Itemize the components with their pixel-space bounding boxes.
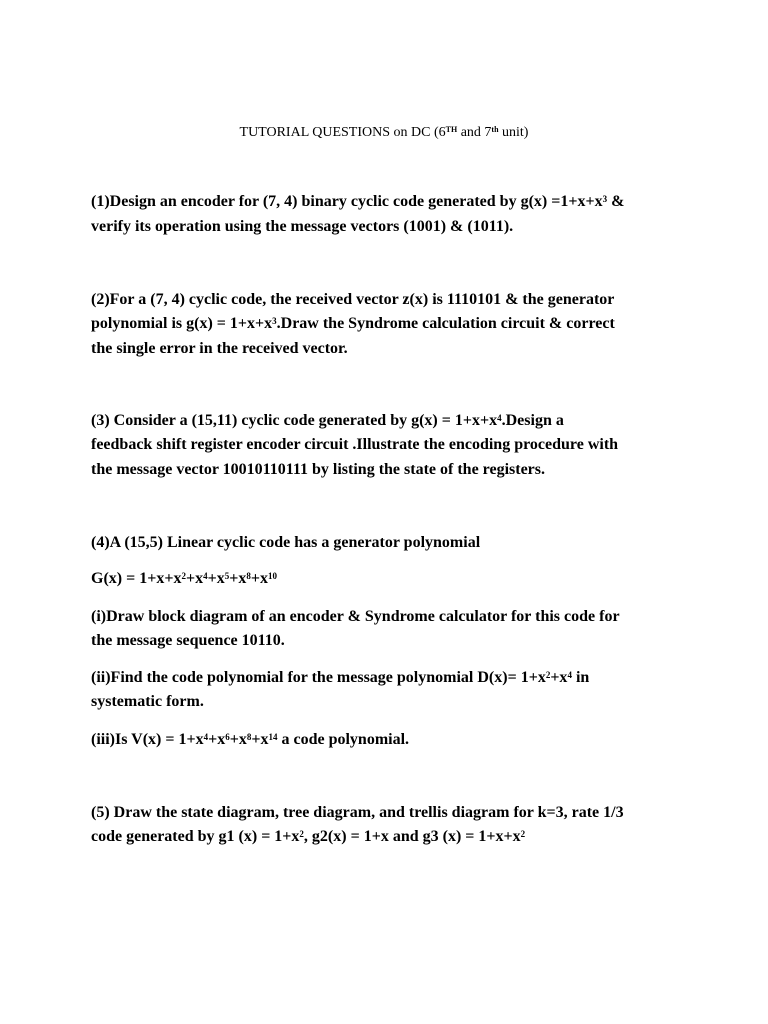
q4-part-ii-line-1 — [91, 668, 691, 688]
q4-gx-part: +x — [229, 570, 247, 587]
q3-text-end: .Design a — [501, 412, 564, 429]
q4-part-i-line-1: (i)Draw block diagram of an encoder & Syndrome calculator for this code for — [91, 608, 620, 625]
q3-line-1 — [91, 411, 691, 431]
q4-ii-exp: 2 — [545, 670, 551, 680]
q3-line-2: feedback shift register encoder circuit .Illustrate the encoding procedure with — [91, 436, 619, 453]
q4-ii-part: +x — [550, 669, 568, 686]
q2-exponent: 3 — [272, 316, 277, 326]
q4-gx-exp: 8 — [246, 571, 251, 581]
q4-gx-exp: 4 — [203, 571, 208, 581]
q4-iii-exp: 6 — [225, 732, 230, 742]
q4-gx-part: +x — [207, 570, 225, 587]
q1-text-end: & — [607, 193, 625, 210]
q5-exp: 2 — [520, 829, 526, 839]
q4-iii-part: +x — [229, 731, 247, 748]
q2-line-3: the single error in the received vector. — [91, 340, 348, 357]
q4-iii-part: +x — [208, 731, 226, 748]
title-suffix: unit) — [498, 125, 529, 140]
q4-gx-exp: 5 — [224, 571, 230, 581]
q4-generator-polynomial — [91, 569, 691, 589]
q1-line-2: verify its operation using the message vectors (1001) & (1011). — [91, 218, 514, 235]
document-title — [0, 124, 768, 142]
q3-text: (3) Consider a (15,11) cyclic code generated by g(x) = 1+x+x — [91, 412, 498, 429]
title-superscript-th-lower: th — [491, 125, 499, 134]
q4-iii-part: a code polynomial. — [277, 731, 410, 748]
q4-iii-exp: 8 — [246, 732, 252, 742]
q5-part: code generated by g1 (x) = 1+x — [91, 828, 300, 845]
q4-iii-exp: 4 — [203, 732, 209, 742]
q1-line-1 — [91, 192, 691, 212]
q4-ii-part: (ii)Find the code polynomial for the message polynomial D(x)= 1+x — [91, 669, 546, 686]
q4-iii-exp: 14 — [268, 732, 278, 742]
q4-part-i-line-2: the message sequence 10110. — [91, 632, 285, 649]
q2-line-1: (2)For a (7, 4) cyclic code, the received vector z(x) is 1110101 & the generator — [91, 291, 615, 308]
q4-iii-part: (iii)Is V(x) = 1+x — [91, 731, 204, 748]
q4-line-1: (4)A (15,5) Linear cyclic code has a generator polynomial — [91, 534, 481, 551]
title-prefix: TUTORIAL QUESTIONS on DC (6 — [239, 125, 446, 140]
q4-gx-part: G(x) = 1+x+x — [91, 570, 182, 587]
title-mid: and 7 — [457, 125, 492, 140]
q3-exponent: 4 — [497, 413, 502, 423]
q4-iii-part: +x — [251, 731, 269, 748]
q5-part: , g2(x) = 1+x and g3 (x) = 1+x+x — [303, 828, 521, 845]
q4-gx-part: +x — [250, 570, 268, 587]
title-superscript-th: TH — [445, 125, 458, 134]
q4-ii-part: in — [571, 669, 590, 686]
q4-gx-exp: 10 — [267, 571, 277, 581]
q4-part-ii-line-2: systematic form. — [91, 693, 204, 710]
q4-ii-exp: 4 — [567, 670, 572, 680]
q4-gx-part: +x — [185, 570, 204, 587]
q2-text: polynomial is g(x) = 1+x+x — [91, 315, 273, 332]
q5-line-1: (5) Draw the state diagram, tree diagram, and trellis diagram for k=3, rate 1/3 — [91, 804, 624, 821]
q1-exponent: 3 — [602, 194, 608, 204]
q5-exp: 2 — [299, 829, 304, 839]
q5-line-2 — [91, 827, 691, 847]
q4-part-iii — [91, 730, 691, 750]
q4-gx-exp: 2 — [181, 571, 186, 581]
q1-text: (1)Design an encoder for (7, 4) binary cyclic code generated by g(x) =1+x+x — [91, 193, 603, 210]
q2-line-2 — [91, 314, 691, 334]
q2-text-end: .Draw the Syndrome calculation circuit & correct — [276, 315, 615, 332]
q3-line-3: the message vector 10010110111 by listing the state of the registers. — [91, 461, 546, 478]
